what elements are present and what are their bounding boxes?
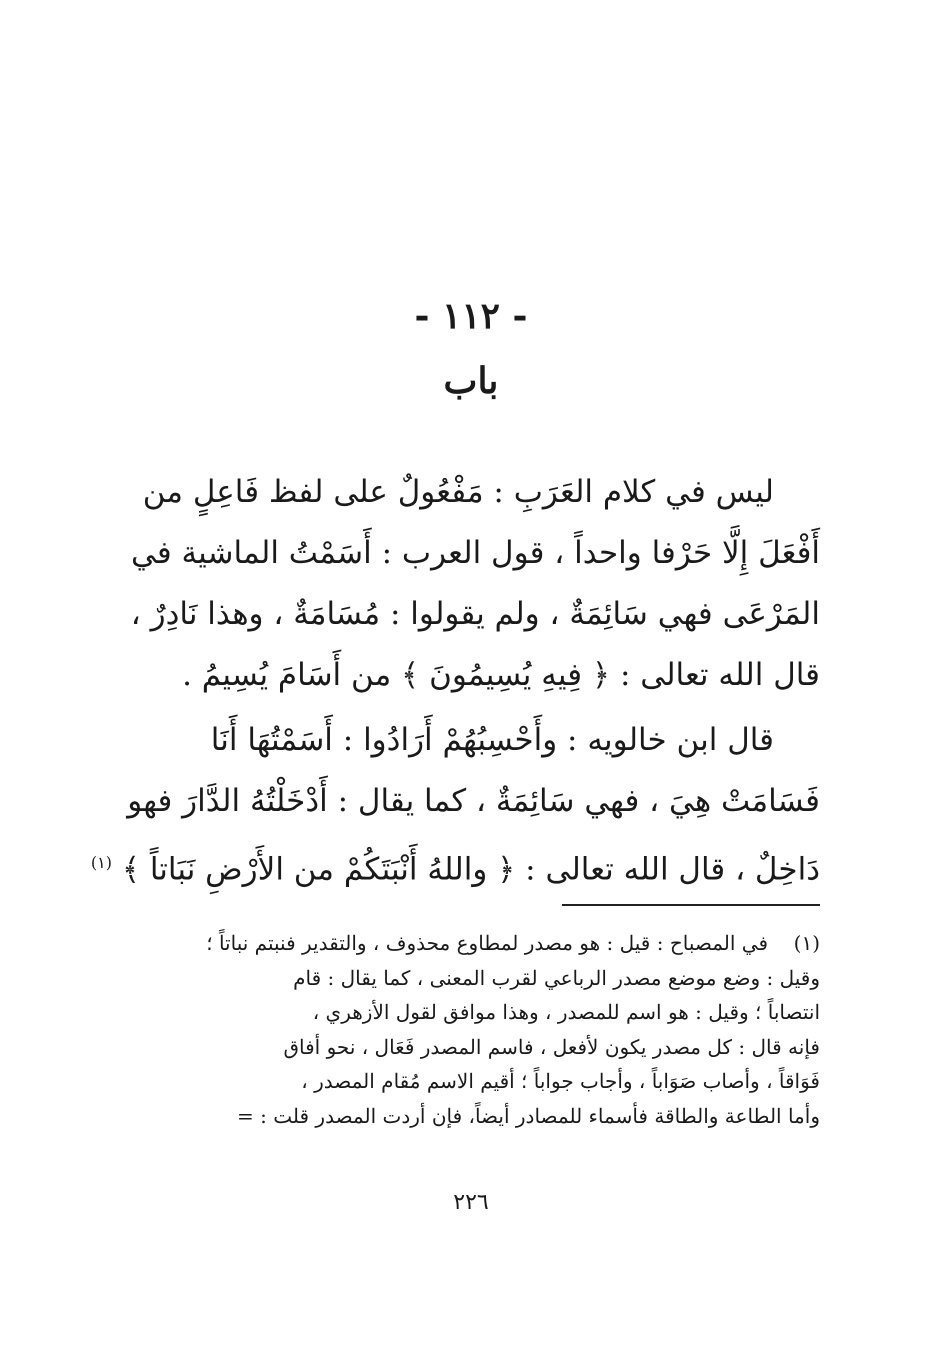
body-paragraph [120,462,820,706]
text-line: فَسَامَتْ هِيَ ، فهي سَائِمَةٌ ، كما يقال : أَدْخَلْتُهُ الدَّارَ فهو [127,783,820,819]
body-paragraph [90,710,820,900]
text-line: قال ابن خالويه : وأَحْسِبُهُمْ أَرَادُوا : أَسَمْتُهَا أَنَا [210,722,774,758]
footnote-number: (١) [793,931,820,955]
footnote-line: فَوَاقاً ، وأصاب صَوَاباً ، وأجاب جواباً ؛ أقيم الاسم مُقام المصدر ، [301,1069,820,1093]
text-line: أَفْعَلَ إِلَّا حَرْفا واحداً ، قول العرب : أَسَمْتُ الماشية في [131,535,820,571]
footnote-line: فإنه قال : كل مصدر يكون لأفعل ، فاسم المصدر فَعَال ، نحو أفاق [283,1034,820,1059]
footnote-line: وأما الطاعة والطاقة فأسماء للمصادر أيضاً، فإن أردت المصدر قلت : = [237,1103,820,1128]
footnote-line: وقيل : وضع موضع مصدر الرباعي لقرب المعنى ، كما يقال : قام [293,965,820,990]
text-line-with-footnote [90,832,820,900]
section-title: باب [443,360,499,402]
text-line: ليس في كلام العَرَبِ : مَفْعُولٌ على لفظ فَاعِلٍ من [142,474,774,510]
footnote-line: انتصاباً ؛ وقيل : هو اسم للمصدر ، وهذا موافق لقول الأزهري ، [312,1000,820,1024]
text-line: المَرْعَى فهي سَائِمَةٌ ، ولم يقولوا : مُسَامَةٌ ، وهذا نَادِرٌ ، [130,596,820,632]
page-number: ٢٢٦ [453,1190,489,1215]
footnote-text: في المصباح : قيل : هو مصدر لمطاوع محذوف ، والتقدير فنبتم نباتاً ؛ [206,931,768,955]
text-line: دَاخِلٌ ، قال الله تعالى : ﴿ واللهُ أَنْبَتَكُمْ من الأَرْضِ نَبَاتاً ﴾ [121,851,820,888]
section-number: - ١١٢ - [414,295,528,337]
footnote [120,926,820,1133]
text-line: قال الله تعالى : ﴿ فِيهِ يُسِيمُونَ ﴾ من أَسَامَ يُسِيمُ . [182,657,820,693]
footnote-line [120,926,820,961]
footnote-divider [562,904,820,906]
footnote-reference: (١) [90,853,112,872]
